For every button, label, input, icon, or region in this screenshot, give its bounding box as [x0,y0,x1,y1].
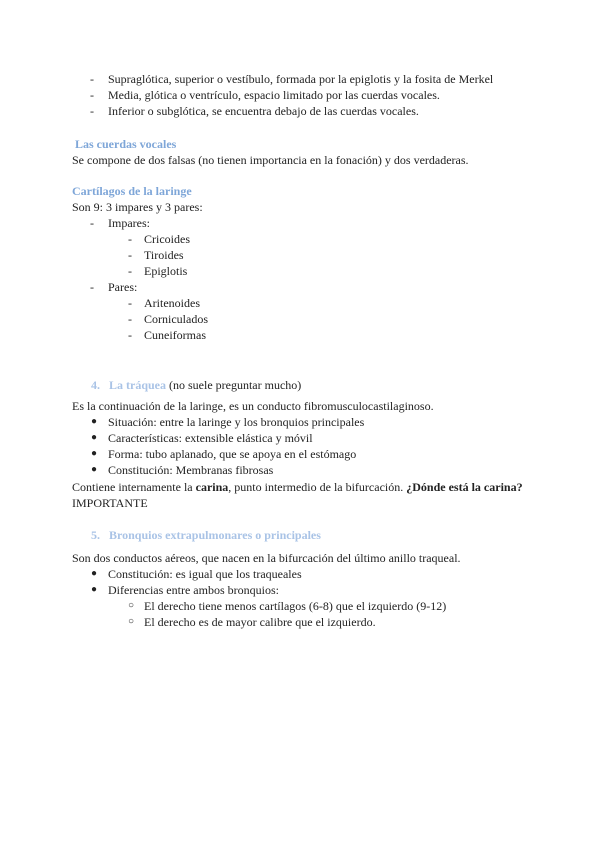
list-item: Constitución: Membranas fibrosas [108,463,274,477]
bullet-dot: ● [91,416,98,427]
list-item: Situación: entre la laringe y los bronquios principales [108,415,365,429]
section-heading-traquea [109,377,301,393]
list-item: Tiroides [144,248,184,262]
paragraph-carina [72,479,523,495]
list-item: Epiglotis [144,264,188,278]
carina-post: , punto intermedio de la bifurcación. [228,480,407,494]
dash-marker: - [128,248,132,262]
heading-note: (no suele preguntar mucho) [169,378,302,392]
section-heading-bronquios: Bronquios extrapulmonares o principales [109,528,321,542]
dash-marker: - [90,88,94,102]
bullet-dot: ● [91,584,98,595]
dash-marker: - [128,296,132,310]
dash-marker: - [90,216,94,230]
list-item: El derecho es de mayor calibre que el izquierdo. [144,615,376,629]
dash-marker: - [90,104,94,118]
list-item: Supraglótica, superior o vestíbulo, formada por la epiglotis y la fosita de Merkel [108,72,494,86]
carina-bold: carina [195,480,229,494]
bullet-circle: ○ [128,616,135,627]
bullet-dot: ● [91,464,98,475]
bullet-circle: ○ [128,600,135,611]
paragraph-bronquios-intro: Son dos conductos aéreos, que nacen en la bifurcación del último anillo traqueal. [72,551,461,565]
dash-marker: - [128,328,132,342]
list-item: Corniculados [144,312,208,326]
list-item: Media, glótica o ventrículo, espacio limitado por las cuerdas vocales. [108,88,440,102]
list-item: Aritenoides [144,296,200,310]
dash-marker: - [128,312,132,326]
list-item: Cuneiformas [144,328,206,342]
list-item: El derecho tiene menos cartílagos (6-8) que el izquierdo (9-12) [144,599,447,613]
bullet-dot: ● [91,448,98,459]
dash-marker: - [90,280,94,294]
list-item: Cricoides [144,232,190,246]
carina-question: ¿Dónde está la carina? [406,480,523,494]
list-item: Forma: tubo aplanado, que se apoya en el estómago [108,447,357,461]
important-note: IMPORTANTE [72,496,148,510]
list-item: Inferior o subglótica, se encuentra debajo de las cuerdas vocales. [108,104,419,118]
list-item: Diferencias entre ambos bronquios: [108,583,279,597]
list-item: Constitución: es igual que los traqueales [108,567,302,581]
list-item: Características: extensible elástica y móvil [108,431,313,445]
section-heading-cuerdas: Las cuerdas vocales [75,137,177,151]
dash-marker: - [128,232,132,246]
paragraph-cartilagos-intro: Son 9: 3 impares y 3 pares: [72,200,203,214]
dash-marker: - [128,264,132,278]
bullet-dot: ● [91,568,98,579]
dash-marker: - [90,72,94,86]
section-number-bronquios: 5. [91,528,100,542]
list-item: Pares: [108,280,138,294]
carina-pre: Contiene internamente la [72,480,196,494]
section-number-traquea: 4. [91,378,100,392]
list-item: Impares: [108,216,150,230]
heading-text: La tráquea [109,378,166,392]
paragraph-traquea-intro: Es la continuación de la laringe, es un conducto fibromusculocastilaginoso. [72,399,434,413]
paragraph-cuerdas: Se compone de dos falsas (no tienen importancia en la fonación) y dos verdaderas. [72,153,469,167]
bullet-dot: ● [91,432,98,443]
section-heading-cartilagos: Cartílagos de la laringe [72,184,192,198]
